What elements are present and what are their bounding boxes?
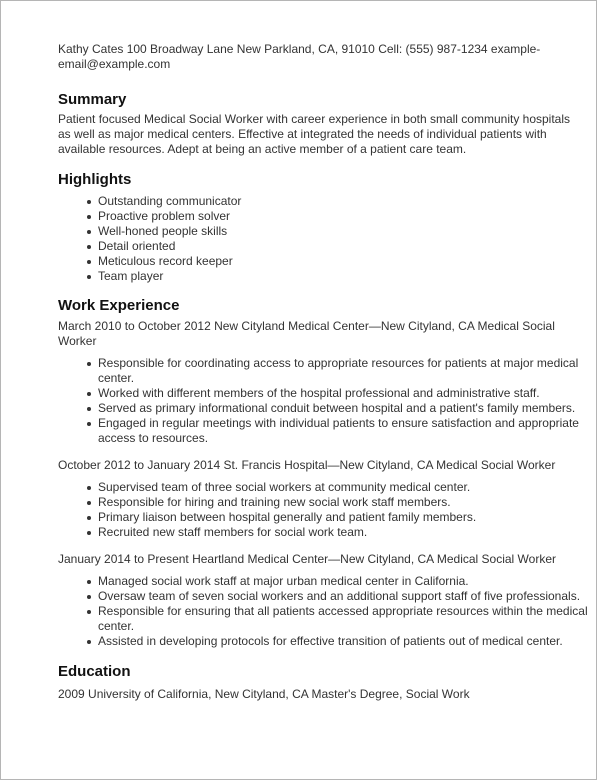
job-duties-list <box>58 480 596 540</box>
list-item: Well-honed people skills <box>98 224 590 239</box>
education-entry: 2009 University of California, New Cityland, CA Master's Degree, Social Work <box>58 687 470 701</box>
list-item: Supervised team of three social workers at community medical center. <box>98 480 590 495</box>
list-item: Recruited new staff members for social work team. <box>98 525 590 540</box>
highlights-list <box>58 194 596 284</box>
list-item: Responsible for ensuring that all patients accessed appropriate resources within the medical center. <box>98 604 590 634</box>
education-heading: Education <box>58 663 131 680</box>
summary-text: Patient focused Medical Social Worker with career experience in both small community hospitals as well as major medical centers. Effective at integrated the needs of individual patients with available resources. Adept at being an active member of a patient care team. <box>58 112 571 156</box>
list-item: Detail oriented <box>98 239 590 254</box>
list-item: Managed social work staff at major urban medical center in California. <box>98 574 590 589</box>
work-experience-heading: Work Experience <box>58 297 180 314</box>
list-item: Served as primary informational conduit between hospital and a patient's family members. <box>98 401 590 416</box>
summary-heading: Summary <box>58 91 127 108</box>
list-item: Oversaw team of seven social workers and an additional support staff of five professionals. <box>98 589 590 604</box>
job-duties-list <box>58 356 596 446</box>
list-item: Responsible for hiring and training new social work staff members. <box>98 495 590 510</box>
job-header: October 2012 to January 2014 St. Francis Hospital—New Cityland, CA Medical Social Worker <box>58 458 556 472</box>
list-item: Primary liaison between hospital generally and patient family members. <box>98 510 590 525</box>
list-item: Responsible for coordinating access to appropriate resources for patients at major medical center. <box>98 356 590 386</box>
contact-info: Kathy Cates 100 Broadway Lane New Parkland, CA, 91010 Cell: (555) 987-1234 example-email@example.com <box>58 42 541 71</box>
highlights-heading: Highlights <box>58 171 132 188</box>
list-item: Proactive problem solver <box>98 209 590 224</box>
list-item: Assisted in developing protocols for effective transition of patients out of medical center. <box>98 634 590 649</box>
list-item: Team player <box>98 269 590 284</box>
job-duties-list <box>58 574 596 649</box>
list-item: Worked with different members of the hospital professional and administrative staff. <box>98 386 590 401</box>
job-header: March 2010 to October 2012 New Cityland Medical Center—New Cityland, CA Medical Social Worker <box>58 319 555 348</box>
list-item: Engaged in regular meetings with individual patients to ensure satisfaction and appropriate access to resources. <box>98 416 590 446</box>
job-header: January 2014 to Present Heartland Medical Center—New Cityland, CA Medical Social Worker <box>58 552 557 566</box>
list-item: Meticulous record keeper <box>98 254 590 269</box>
list-item: Outstanding communicator <box>98 194 590 209</box>
